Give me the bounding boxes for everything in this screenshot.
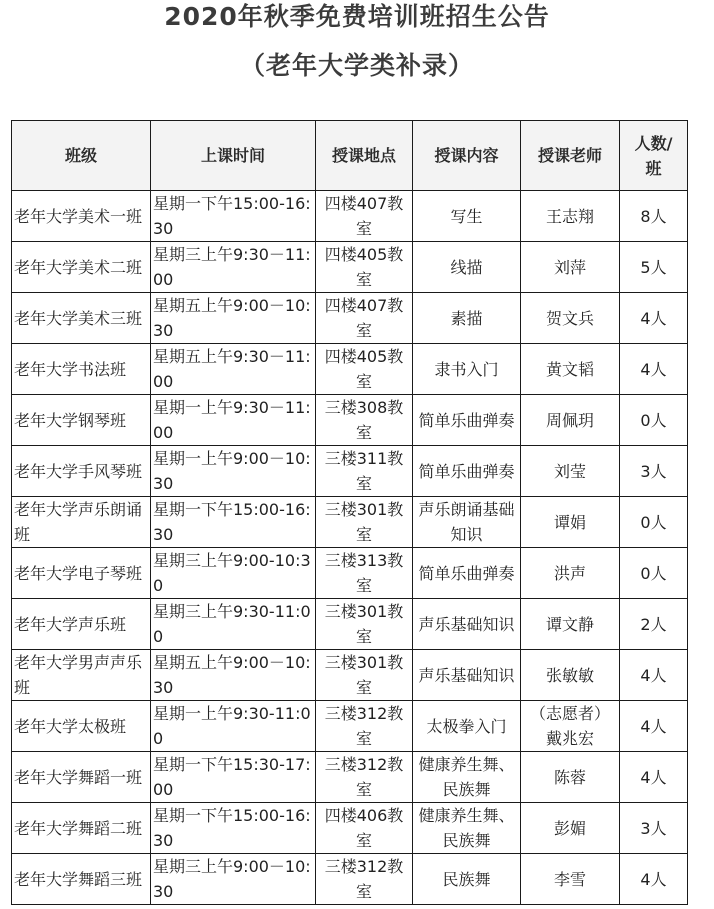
class-cell: 老年大学太极班 (12, 701, 151, 752)
count-cell: 5人 (620, 242, 688, 293)
count-cell: 2人 (620, 599, 688, 650)
teacher-cell: 陈蓉 (521, 752, 620, 803)
header-teacher: 授课老师 (521, 121, 620, 191)
teacher-cell: 贺文兵 (521, 293, 620, 344)
class-cell: 老年大学舞蹈一班 (12, 752, 151, 803)
table-row (12, 854, 688, 905)
content-cell: 声乐基础知识 (413, 650, 521, 701)
teacher-cell: 洪声 (521, 548, 620, 599)
count-cell: 3人 (620, 446, 688, 497)
content-cell: 线描 (413, 242, 521, 293)
place-cell: 三楼301教室 (316, 650, 413, 701)
table-row (12, 344, 688, 395)
content-cell: 素描 (413, 293, 521, 344)
content-cell: 太极拳入门 (413, 701, 521, 752)
count-cell: 4人 (620, 701, 688, 752)
header-row (12, 121, 688, 191)
table-row (12, 191, 688, 242)
table-row (12, 650, 688, 701)
class-cell: 老年大学男声声乐班 (12, 650, 151, 701)
place-cell: 四楼405教室 (316, 242, 413, 293)
table-row (12, 803, 688, 854)
count-cell: 4人 (620, 752, 688, 803)
page-title: 2020年秋季免费培训班招生公告 (164, 2, 550, 31)
enrollment-table (11, 120, 688, 905)
content-cell: 简单乐曲弹奏 (413, 395, 521, 446)
table-header (12, 121, 688, 191)
time-cell: 星期一上午9:00－10:30 (151, 446, 316, 497)
class-cell: 老年大学声乐朗诵班 (12, 497, 151, 548)
time-cell: 星期五上午9:00－10:30 (151, 650, 316, 701)
class-cell: 老年大学手风琴班 (12, 446, 151, 497)
time-cell: 星期三上午9:30－11:00 (151, 242, 316, 293)
time-cell: 星期五上午9:00－10:30 (151, 293, 316, 344)
table-row (12, 395, 688, 446)
table-row (12, 446, 688, 497)
header-place: 授课地点 (316, 121, 413, 191)
time-cell: 星期一下午15:00-16:30 (151, 803, 316, 854)
class-cell: 老年大学电子琴班 (12, 548, 151, 599)
table-row (12, 752, 688, 803)
count-cell: 0人 (620, 548, 688, 599)
teacher-cell: 彭媚 (521, 803, 620, 854)
content-cell: 写生 (413, 191, 521, 242)
count-cell: 4人 (620, 293, 688, 344)
header-class: 班级 (12, 121, 151, 191)
class-cell: 老年大学钢琴班 (12, 395, 151, 446)
header-time: 上课时间 (151, 121, 316, 191)
content-cell: 简单乐曲弹奏 (413, 548, 521, 599)
time-cell: 星期一下午15:30-17:00 (151, 752, 316, 803)
teacher-cell: 张敏敏 (521, 650, 620, 701)
class-cell: 老年大学美术一班 (12, 191, 151, 242)
place-cell: 三楼312教室 (316, 752, 413, 803)
header-content: 授课内容 (413, 121, 521, 191)
time-cell: 星期一下午15:00-16:30 (151, 191, 316, 242)
header-count: 人数/班 (620, 121, 688, 191)
teacher-cell: 王志翔 (521, 191, 620, 242)
teacher-cell: 谭娟 (521, 497, 620, 548)
place-cell: 三楼311教室 (316, 446, 413, 497)
time-cell: 星期三上午9:00-10:30 (151, 548, 316, 599)
table-row (12, 701, 688, 752)
teacher-cell: 刘萍 (521, 242, 620, 293)
teacher-cell: 谭文静 (521, 599, 620, 650)
time-cell: 星期一上午9:30－11:00 (151, 395, 316, 446)
count-cell: 4人 (620, 344, 688, 395)
time-cell: 星期一上午9:30-11:00 (151, 701, 316, 752)
place-cell: 三楼312教室 (316, 701, 413, 752)
teacher-cell: （志愿者）戴兆宏 (521, 701, 620, 752)
place-cell: 四楼406教室 (316, 803, 413, 854)
count-cell: 3人 (620, 803, 688, 854)
content-cell: 隶书入门 (413, 344, 521, 395)
teacher-cell: 黄文韬 (521, 344, 620, 395)
table-row (12, 548, 688, 599)
class-cell: 老年大学舞蹈二班 (12, 803, 151, 854)
time-cell: 星期三上午9:00－10:30 (151, 854, 316, 905)
place-cell: 三楼308教室 (316, 395, 413, 446)
class-cell: 老年大学声乐班 (12, 599, 151, 650)
teacher-cell: 刘莹 (521, 446, 620, 497)
place-cell: 四楼405教室 (316, 344, 413, 395)
content-cell: 声乐基础知识 (413, 599, 521, 650)
count-cell: 4人 (620, 854, 688, 905)
count-cell: 8人 (620, 191, 688, 242)
place-cell: 三楼313教室 (316, 548, 413, 599)
content-cell: 民族舞 (413, 854, 521, 905)
teacher-cell: 周佩玥 (521, 395, 620, 446)
class-cell: 老年大学书法班 (12, 344, 151, 395)
time-cell: 星期一下午15:00-16:30 (151, 497, 316, 548)
teacher-cell: 李雪 (521, 854, 620, 905)
place-cell: 三楼301教室 (316, 497, 413, 548)
time-cell: 星期三上午9:30-11:00 (151, 599, 316, 650)
class-cell: 老年大学舞蹈三班 (12, 854, 151, 905)
content-cell: 声乐朗诵基础知识 (413, 497, 521, 548)
table-row (12, 497, 688, 548)
class-cell: 老年大学美术二班 (12, 242, 151, 293)
place-cell: 三楼301教室 (316, 599, 413, 650)
table-body (12, 191, 688, 905)
count-cell: 0人 (620, 497, 688, 548)
place-cell: 三楼312教室 (316, 854, 413, 905)
count-cell: 4人 (620, 650, 688, 701)
content-cell: 健康养生舞、民族舞 (413, 803, 521, 854)
content-cell: 健康养生舞、民族舞 (413, 752, 521, 803)
table-row (12, 599, 688, 650)
content-cell: 简单乐曲弹奏 (413, 446, 521, 497)
table-row (12, 242, 688, 293)
page-subtitle: （老年大学类补录） (239, 51, 474, 80)
class-cell: 老年大学美术三班 (12, 293, 151, 344)
table-row (12, 293, 688, 344)
count-cell: 0人 (620, 395, 688, 446)
place-cell: 四楼407教室 (316, 293, 413, 344)
time-cell: 星期五上午9:30－11:00 (151, 344, 316, 395)
place-cell: 四楼407教室 (316, 191, 413, 242)
